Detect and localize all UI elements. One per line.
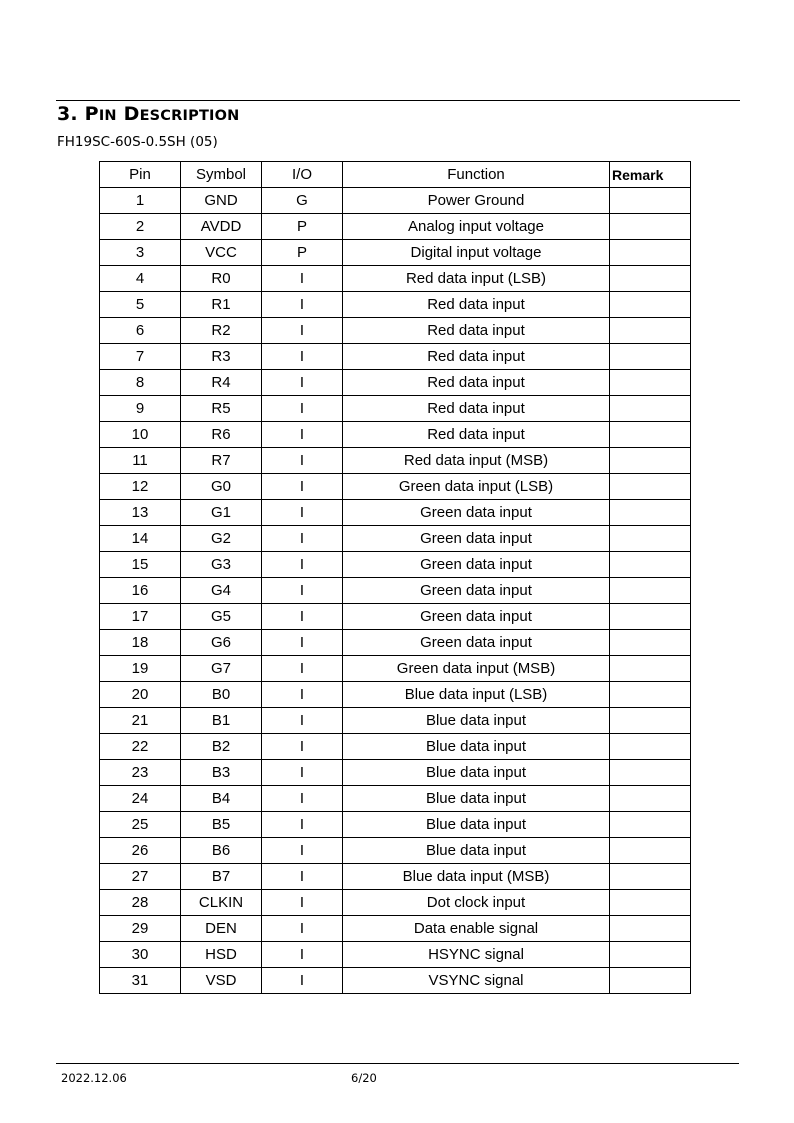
section-title-word-1: PIN	[84, 103, 117, 125]
cell-pin: 8	[100, 370, 181, 396]
cell-pin: 5	[100, 292, 181, 318]
cell-symbol: R3	[181, 344, 262, 370]
cell-io: P	[262, 214, 343, 240]
table-row	[100, 838, 691, 864]
cell-symbol: GND	[181, 188, 262, 214]
cell-symbol: B6	[181, 838, 262, 864]
cell-io: I	[262, 370, 343, 396]
cell-remark	[610, 214, 691, 240]
cell-io: I	[262, 344, 343, 370]
cell-io: I	[262, 968, 343, 994]
cell-symbol: R4	[181, 370, 262, 396]
cell-symbol: G6	[181, 630, 262, 656]
cell-function: Blue data input	[343, 786, 610, 812]
cell-pin: 16	[100, 578, 181, 604]
cell-remark	[610, 760, 691, 786]
cell-io: I	[262, 266, 343, 292]
cell-io: G	[262, 188, 343, 214]
table-row	[100, 812, 691, 838]
cell-io: I	[262, 734, 343, 760]
cell-function: Red data input	[343, 318, 610, 344]
cell-remark	[610, 708, 691, 734]
cell-remark	[610, 838, 691, 864]
cell-remark	[610, 656, 691, 682]
cell-symbol: R5	[181, 396, 262, 422]
cell-function: Red data input	[343, 292, 610, 318]
cell-function: Green data input	[343, 552, 610, 578]
cell-pin: 24	[100, 786, 181, 812]
table-row	[100, 240, 691, 266]
cell-io: I	[262, 578, 343, 604]
cell-io: I	[262, 760, 343, 786]
cell-pin: 31	[100, 968, 181, 994]
table-row	[100, 344, 691, 370]
cell-remark	[610, 786, 691, 812]
cell-pin: 28	[100, 890, 181, 916]
table-row	[100, 552, 691, 578]
cell-pin: 22	[100, 734, 181, 760]
cell-remark	[610, 188, 691, 214]
cell-function: VSYNC signal	[343, 968, 610, 994]
cell-io: I	[262, 292, 343, 318]
cell-symbol: CLKIN	[181, 890, 262, 916]
cell-function: Red data input (LSB)	[343, 266, 610, 292]
header-remark: Remark	[610, 162, 691, 188]
cell-pin: 10	[100, 422, 181, 448]
cell-symbol: G7	[181, 656, 262, 682]
header-function: Function	[343, 162, 610, 188]
section-title-word-2: DESCRIPTION	[123, 103, 240, 125]
cell-function: Red data input	[343, 422, 610, 448]
cell-io: I	[262, 708, 343, 734]
cell-symbol: VSD	[181, 968, 262, 994]
cell-symbol: G4	[181, 578, 262, 604]
cell-pin: 2	[100, 214, 181, 240]
cell-function: Blue data input	[343, 760, 610, 786]
cell-pin: 23	[100, 760, 181, 786]
section-number: 3.	[57, 103, 78, 125]
cell-symbol: B7	[181, 864, 262, 890]
cell-pin: 30	[100, 942, 181, 968]
cell-remark	[610, 422, 691, 448]
cell-symbol: B4	[181, 786, 262, 812]
table-row	[100, 214, 691, 240]
cell-function: Blue data input	[343, 708, 610, 734]
cell-io: I	[262, 786, 343, 812]
cell-symbol: B1	[181, 708, 262, 734]
table-row	[100, 526, 691, 552]
cell-io: I	[262, 630, 343, 656]
cell-function: Dot clock input	[343, 890, 610, 916]
cell-symbol: R2	[181, 318, 262, 344]
cell-io: I	[262, 916, 343, 942]
cell-remark	[610, 448, 691, 474]
table-row	[100, 968, 691, 994]
cell-remark	[610, 266, 691, 292]
cell-function: HSYNC signal	[343, 942, 610, 968]
cell-symbol: B2	[181, 734, 262, 760]
header-rule	[56, 100, 740, 101]
cell-remark	[610, 396, 691, 422]
table-row	[100, 656, 691, 682]
cell-function: Digital input voltage	[343, 240, 610, 266]
cell-pin: 17	[100, 604, 181, 630]
table-row	[100, 630, 691, 656]
cell-pin: 19	[100, 656, 181, 682]
connector-model: FH19SC-60S-0.5SH (05)	[57, 134, 218, 150]
header-pin: Pin	[100, 162, 181, 188]
table-row	[100, 318, 691, 344]
cell-pin: 9	[100, 396, 181, 422]
table-row	[100, 890, 691, 916]
cell-function: Blue data input	[343, 838, 610, 864]
table-row	[100, 500, 691, 526]
cell-pin: 4	[100, 266, 181, 292]
cell-io: I	[262, 942, 343, 968]
header-io: I/O	[262, 162, 343, 188]
cell-function: Green data input	[343, 500, 610, 526]
footer-rule	[56, 1063, 739, 1064]
cell-function: Blue data input	[343, 734, 610, 760]
cell-io: I	[262, 396, 343, 422]
cell-remark	[610, 890, 691, 916]
cell-remark	[610, 526, 691, 552]
cell-function: Green data input (MSB)	[343, 656, 610, 682]
cell-symbol: HSD	[181, 942, 262, 968]
cell-symbol: VCC	[181, 240, 262, 266]
cell-pin: 1	[100, 188, 181, 214]
pin-description-table	[99, 161, 691, 994]
cell-remark	[610, 734, 691, 760]
cell-pin: 3	[100, 240, 181, 266]
table-header-row	[100, 162, 691, 188]
page-number: 6/20	[351, 1071, 377, 1085]
cell-symbol: B3	[181, 760, 262, 786]
table-row	[100, 916, 691, 942]
cell-remark	[610, 864, 691, 890]
cell-pin: 12	[100, 474, 181, 500]
cell-pin: 27	[100, 864, 181, 890]
table-row	[100, 578, 691, 604]
cell-symbol: B5	[181, 812, 262, 838]
table-row	[100, 474, 691, 500]
table-row	[100, 786, 691, 812]
cell-io: I	[262, 812, 343, 838]
cell-function: Red data input	[343, 344, 610, 370]
cell-io: I	[262, 682, 343, 708]
cell-pin: 26	[100, 838, 181, 864]
table-row	[100, 708, 691, 734]
cell-io: I	[262, 422, 343, 448]
cell-function: Green data input	[343, 578, 610, 604]
header-symbol: Symbol	[181, 162, 262, 188]
cell-remark	[610, 292, 691, 318]
cell-pin: 21	[100, 708, 181, 734]
table-row	[100, 942, 691, 968]
cell-remark	[610, 682, 691, 708]
table-row	[100, 266, 691, 292]
cell-remark	[610, 630, 691, 656]
cell-pin: 15	[100, 552, 181, 578]
table-row	[100, 864, 691, 890]
table-row	[100, 292, 691, 318]
cell-function: Red data input (MSB)	[343, 448, 610, 474]
cell-io: P	[262, 240, 343, 266]
cell-symbol: DEN	[181, 916, 262, 942]
cell-symbol: G3	[181, 552, 262, 578]
cell-function: Green data input	[343, 630, 610, 656]
cell-function: Data enable signal	[343, 916, 610, 942]
cell-function: Blue data input (MSB)	[343, 864, 610, 890]
table-row	[100, 396, 691, 422]
cell-io: I	[262, 864, 343, 890]
cell-remark	[610, 578, 691, 604]
cell-function: Red data input	[343, 396, 610, 422]
cell-remark	[610, 500, 691, 526]
footer-date: 2022.12.06	[61, 1071, 127, 1085]
cell-function: Analog input voltage	[343, 214, 610, 240]
cell-symbol: R6	[181, 422, 262, 448]
cell-pin: 29	[100, 916, 181, 942]
cell-function: Blue data input (LSB)	[343, 682, 610, 708]
cell-remark	[610, 812, 691, 838]
cell-function: Green data input (LSB)	[343, 474, 610, 500]
cell-function: Green data input	[343, 526, 610, 552]
cell-symbol: R7	[181, 448, 262, 474]
cell-symbol: R1	[181, 292, 262, 318]
table-row	[100, 682, 691, 708]
cell-remark	[610, 474, 691, 500]
cell-remark	[610, 552, 691, 578]
cell-io: I	[262, 474, 343, 500]
table-row	[100, 734, 691, 760]
cell-function: Green data input	[343, 604, 610, 630]
table-row	[100, 760, 691, 786]
cell-symbol: AVDD	[181, 214, 262, 240]
cell-symbol: G0	[181, 474, 262, 500]
cell-pin: 25	[100, 812, 181, 838]
cell-pin: 11	[100, 448, 181, 474]
table-row	[100, 188, 691, 214]
cell-remark	[610, 344, 691, 370]
cell-pin: 18	[100, 630, 181, 656]
cell-remark	[610, 942, 691, 968]
cell-function: Power Ground	[343, 188, 610, 214]
cell-io: I	[262, 500, 343, 526]
cell-io: I	[262, 526, 343, 552]
cell-symbol: R0	[181, 266, 262, 292]
cell-function: Red data input	[343, 370, 610, 396]
cell-io: I	[262, 552, 343, 578]
cell-remark	[610, 240, 691, 266]
cell-io: I	[262, 318, 343, 344]
cell-remark	[610, 916, 691, 942]
table-row	[100, 448, 691, 474]
cell-function: Blue data input	[343, 812, 610, 838]
cell-pin: 20	[100, 682, 181, 708]
cell-io: I	[262, 448, 343, 474]
cell-symbol: B0	[181, 682, 262, 708]
table-row	[100, 422, 691, 448]
table-row	[100, 370, 691, 396]
section-heading	[57, 103, 240, 125]
cell-pin: 6	[100, 318, 181, 344]
cell-pin: 14	[100, 526, 181, 552]
cell-pin: 7	[100, 344, 181, 370]
cell-pin: 13	[100, 500, 181, 526]
cell-io: I	[262, 656, 343, 682]
cell-symbol: G5	[181, 604, 262, 630]
cell-io: I	[262, 890, 343, 916]
table-row	[100, 604, 691, 630]
cell-remark	[610, 370, 691, 396]
cell-io: I	[262, 838, 343, 864]
cell-remark	[610, 318, 691, 344]
cell-remark	[610, 968, 691, 994]
cell-symbol: G2	[181, 526, 262, 552]
cell-io: I	[262, 604, 343, 630]
cell-symbol: G1	[181, 500, 262, 526]
cell-remark	[610, 604, 691, 630]
